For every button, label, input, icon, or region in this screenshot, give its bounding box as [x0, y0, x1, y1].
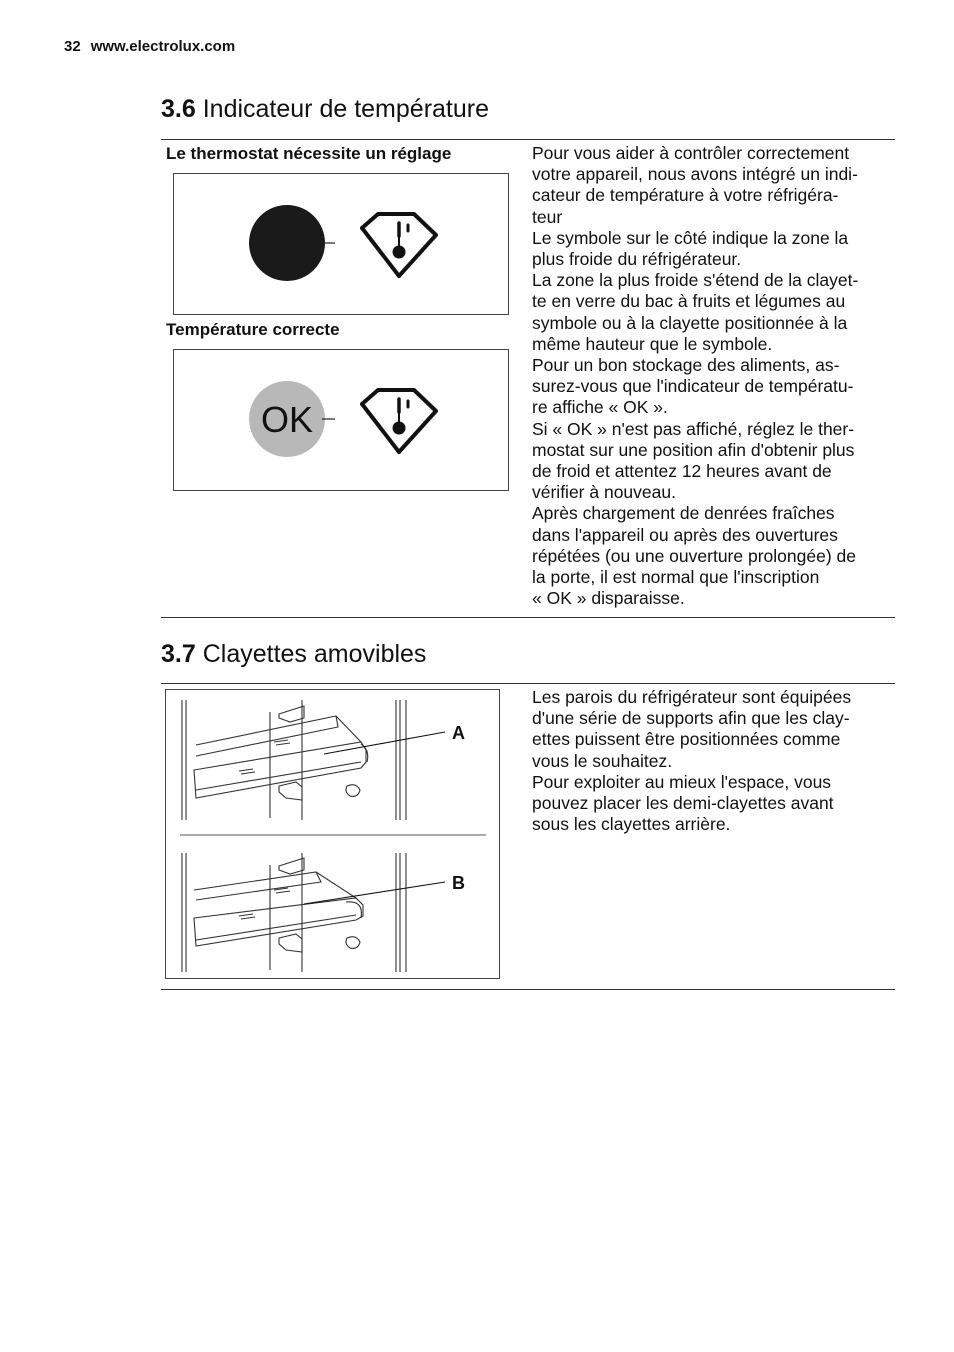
website-url: www.electrolux.com — [90, 38, 236, 55]
label-b: B — [452, 873, 465, 893]
paragraph — [532, 687, 894, 772]
page-number: 32 — [64, 38, 81, 55]
text-line: votre appareil, nous avons intégré un indi- — [532, 164, 858, 185]
section-heading-3-7 — [161, 640, 426, 669]
text-line: mostat sur une position afin d'obtenir plus — [532, 439, 855, 460]
text-line: Après chargement de denrées fraîches — [532, 503, 835, 524]
paragraph — [532, 772, 894, 836]
indicator-figure-adjust — [173, 173, 509, 315]
text-line: « OK » disparaisse. — [532, 588, 685, 609]
text-line: sous les clayettes arrière. — [532, 814, 731, 835]
text-line: vous le souhaitez. — [532, 750, 673, 771]
shelf-panel-lower — [182, 853, 406, 972]
shelves-text — [532, 687, 894, 835]
leader-line-b — [304, 882, 445, 904]
indicator-figure-ok — [173, 349, 509, 491]
text-line: Les parois du réfrigérateur sont équipées — [532, 687, 852, 707]
paragraph — [532, 419, 894, 504]
table-top-rule — [161, 683, 895, 684]
text-line: vérifier à nouveau. — [532, 482, 676, 503]
text-line: surez-vous que l'indicateur de températu- — [532, 376, 854, 397]
text-line: même hauteur que le symbole. — [532, 333, 773, 354]
text-line: Pour vous aider à contrôler correctement — [532, 143, 850, 163]
section-number: 3.6 — [161, 95, 196, 123]
text-line: cateur de température à votre réfrigéra- — [532, 185, 839, 206]
paragraph — [532, 503, 894, 609]
text-line: plus froide du réfrigérateur. — [532, 249, 742, 270]
section-number: 3.7 — [161, 640, 196, 668]
text-line: re affiche « OK ». — [532, 397, 668, 418]
text-line: teur — [532, 206, 563, 227]
section-title: Clayettes amovibles — [202, 640, 427, 668]
shelves-figure — [165, 689, 500, 979]
text-line: Si « OK » n'est pas affiché, réglez le ther- — [532, 418, 855, 439]
shelf-panel-upper — [182, 700, 406, 820]
text-line: d'une série de supports afin que les clay- — [532, 708, 850, 729]
text-line: Pour exploiter au mieux l'espace, vous — [532, 771, 832, 792]
text-line: Pour un bon stockage des aliments, as- — [532, 355, 840, 376]
text-line: de froid et attentez 12 heures avant de — [532, 461, 832, 482]
shelves-illustration — [166, 690, 499, 978]
table-bottom-rule — [161, 617, 895, 618]
text-line: répétées (ou une ouverture prolongée) de — [532, 545, 856, 566]
indicator-dark-circle — [249, 205, 325, 281]
indicator-illustration-ok — [174, 350, 508, 490]
paragraph — [532, 228, 894, 270]
text-line: La zone la plus froide s'étend de la clayet- — [532, 270, 859, 291]
text-line: symbole ou à la clayette positionnée à la — [532, 312, 848, 333]
paragraph — [532, 143, 894, 228]
page-header — [64, 38, 235, 55]
text-line: Le symbole sur le côté indique la zone la — [532, 227, 849, 248]
indicator-ok-text: OK — [260, 399, 314, 440]
section-title: Indicateur de température — [202, 95, 489, 123]
label-a: A — [452, 723, 465, 743]
cold-zone-symbol-icon — [362, 390, 436, 452]
paragraph — [532, 355, 894, 419]
text-line: la porte, il est normal que l'inscription — [532, 567, 820, 588]
text-line: dans l'appareil ou après des ouvertures — [532, 524, 838, 545]
table-bottom-rule — [161, 989, 895, 990]
indicator-illustration-dark — [174, 174, 508, 314]
caption-thermostat-adjust: Le thermostat nécessite un réglage — [166, 144, 452, 163]
caption-temperature-correct: Température correcte — [166, 320, 340, 339]
text-line: ettes puissent être positionnées comme — [532, 729, 841, 750]
table-top-rule — [161, 139, 895, 140]
text-line: te en verre du bac à fruits et légumes au — [532, 291, 846, 312]
cold-zone-symbol-icon — [362, 214, 436, 276]
temperature-indicator-text — [532, 143, 894, 609]
text-line: pouvez placer les demi-clayettes avant — [532, 793, 834, 814]
section-heading-3-6 — [161, 95, 489, 124]
leader-line-a — [324, 732, 445, 754]
paragraph — [532, 270, 894, 355]
